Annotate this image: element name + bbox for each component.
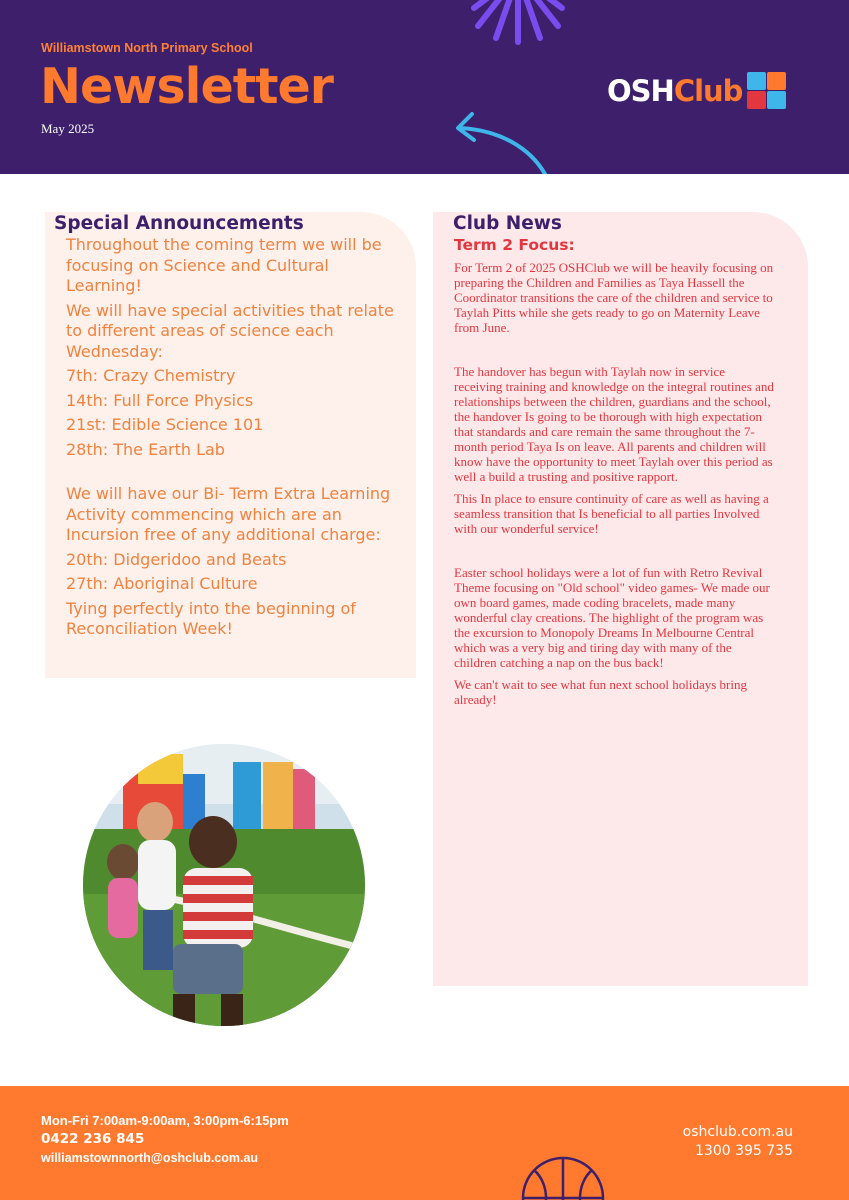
- club-news-paragraph: For Term 2 of 2025 OSHClub we will be heavily focusing on preparing the Children and Families as Taya Hassell the Coordinator transitions the care of the children and service to Taylah Pitts while she gets ready to go on Maternity Leave from June.: [454, 260, 774, 335]
- announcements-body: [66, 235, 406, 644]
- science-day-item: 7th: Crazy Chemistry: [66, 366, 236, 385]
- basketball-icon: [520, 1156, 606, 1200]
- school-name: Williamstown North Primary School: [41, 41, 253, 55]
- curved-arrow-icon: [450, 108, 560, 174]
- science-day-item: 21st: Edible Science 101: [66, 415, 264, 434]
- science-day-item: 28th: The Earth Lab: [66, 439, 225, 459]
- club-news-paragraph: The handover has begun with Taylah now in service receiving training and knowledge on the integral routines and relationships between the children, guardians and the school, the handover Is going to be thorough with high expectation that standards and care remain the same throughout the 7-month period Taya Is on leave. All parents and children will know have the opportunity to meet Taylah over this period as well a build a trusting and positive rapport.: [454, 364, 774, 484]
- oshclub-logo: [607, 72, 787, 109]
- club-news-subtitle: Term 2 Focus:: [454, 236, 575, 254]
- opening-hours: Mon-Fri 7:00am-9:00am, 3:00pm-6:15pm: [41, 1113, 289, 1128]
- announcement-closing: Tying perfectly into the beginning of Reconciliation Week!: [66, 598, 356, 638]
- newsletter-header: [0, 0, 849, 174]
- announcement-intro: Throughout the coming term we will be focusing on Science and Cultural Learning!: [66, 235, 382, 295]
- announcement-intro: We will have special activities that relate to different areas of science each Wednesday:: [66, 300, 394, 361]
- club-news-paragraph: We can't wait to see what fun next school holidays bring already!: [454, 677, 748, 707]
- sunburst-icon: [468, 0, 568, 50]
- announcements-title: Special Announcements: [54, 213, 304, 234]
- club-news-title: Club News: [453, 213, 562, 234]
- newsletter-title: Newsletter: [40, 58, 333, 115]
- club-news-paragraph: This In place to ensure continuity of care as well as having a seamless transition that Is beneficial to all parties Involved with our wonderful service!: [454, 491, 769, 536]
- office-phone: 1300 395 735: [695, 1143, 793, 1159]
- science-day-item: 14th: Full Force Physics: [66, 390, 254, 410]
- extra-day-item: 27th: Aboriginal Culture: [66, 574, 258, 593]
- email-address: williamstownnorth@oshclub.com.au: [41, 1151, 259, 1165]
- extra-day-item: 20th: Didgeridoo and Beats: [66, 549, 287, 569]
- club-news-paragraph: Easter school holidays were a lot of fun with Retro Revival Theme focusing on "Old school" video games- We made our own board games, made coding bracelets, made many wonderful clay creations. The highlight of the program was the excursion to Monopoly Dreams In Melbourne Central which was a very big and tiring day with many of the children catching a nap on the bus back!: [454, 565, 770, 670]
- logo-osh-text: OSH: [607, 73, 674, 108]
- logo-club-text: Club: [673, 73, 743, 108]
- extra-learning-intro: We will have our Bi- Term Extra Learning Activity commencing which are an Incursion free of any additional charge:: [66, 484, 391, 544]
- phone-number: 0422 236 845: [41, 1131, 145, 1147]
- newsletter-date: May 2025: [41, 121, 95, 136]
- newsletter-footer: [0, 1086, 849, 1200]
- children-tug-of-war-photo: [83, 744, 365, 1026]
- oshclub-logo-mark: [747, 72, 787, 109]
- club-news-body: [454, 260, 774, 714]
- website-link[interactable]: oshclub.com.au: [682, 1124, 793, 1140]
